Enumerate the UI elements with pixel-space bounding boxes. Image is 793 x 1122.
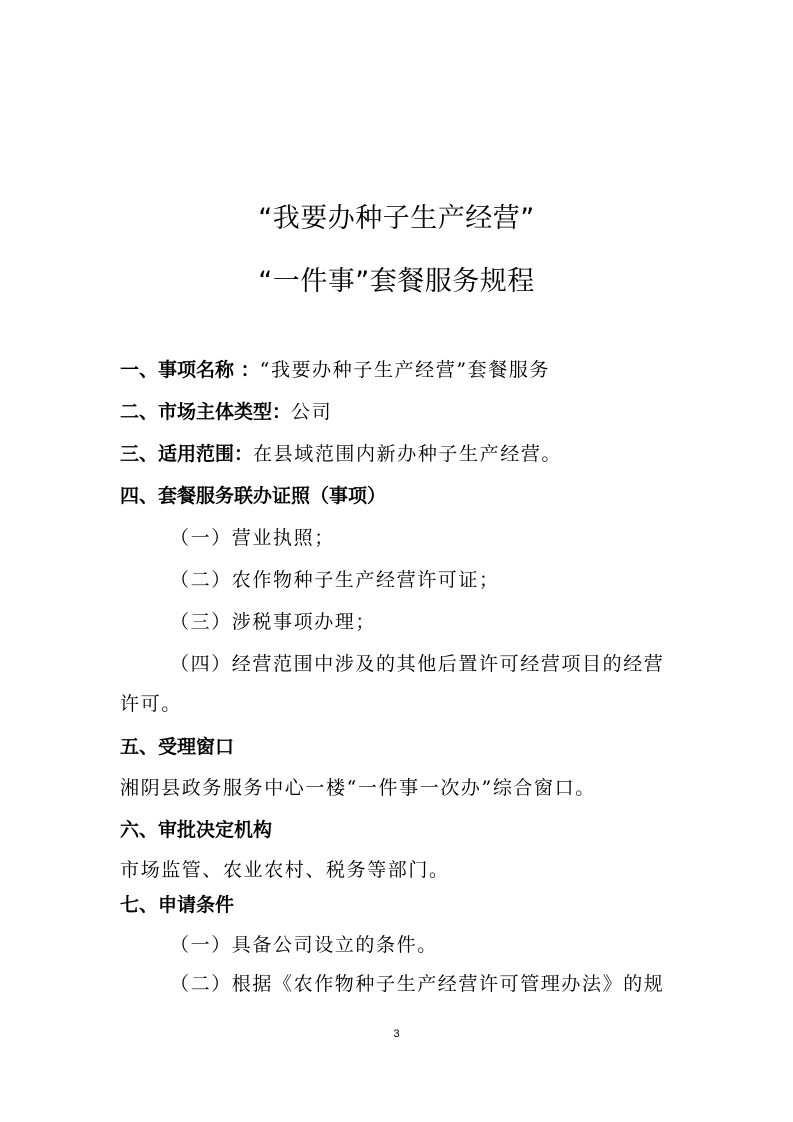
section-2-text: 公司	[291, 401, 333, 423]
section-6-text: 市场监管、农业农村、税务等部门。	[120, 859, 450, 881]
section-4-item-2: （二）农作物种子生产经营许可证；	[170, 569, 500, 591]
section-2	[120, 397, 332, 424]
section-4-item-3: （三）涉税事项办理；	[170, 611, 377, 633]
document-title-line-2: “一件事”套餐服务规程	[258, 266, 535, 297]
section-7-item-1: （一）具备公司设立的条件。	[170, 934, 438, 956]
section-6-heading: 六、审批决定机构	[120, 819, 273, 841]
section-7-heading: 七、申请条件	[120, 894, 235, 916]
section-3	[120, 439, 562, 466]
section-5-text: 湘阴县政务服务中心一楼“一件事一次办”综合窗口。	[120, 777, 596, 799]
section-4-item-4-continuation: 许可。	[120, 693, 182, 715]
document-title-line-1: “我要办种子生产经营”	[258, 203, 535, 234]
section-1-heading: 一、事项名称 ：	[120, 359, 260, 381]
section-1-text: “我要办种子生产经营”套餐服务	[259, 359, 551, 381]
page-number: 3	[393, 1028, 400, 1040]
section-3-heading: 三、适用范围：	[120, 443, 254, 465]
section-1	[120, 355, 550, 382]
section-2-heading: 二、市场主体类型：	[120, 401, 292, 423]
section-4-heading: 四、套餐服务联办证照（事项）	[120, 485, 387, 507]
section-7-item-2: （二）根据《农作物种子生产经营许可管理办法》的规	[170, 973, 665, 995]
section-4-item-4: （四）经营范围中涉及的其他后置许可经营项目的经营	[170, 653, 665, 675]
section-4-item-1: （一）营业执照；	[170, 527, 335, 549]
section-3-text: 在县域范围内新办种子生产经营。	[253, 443, 563, 465]
section-5-heading: 五、受理窗口	[120, 736, 235, 758]
